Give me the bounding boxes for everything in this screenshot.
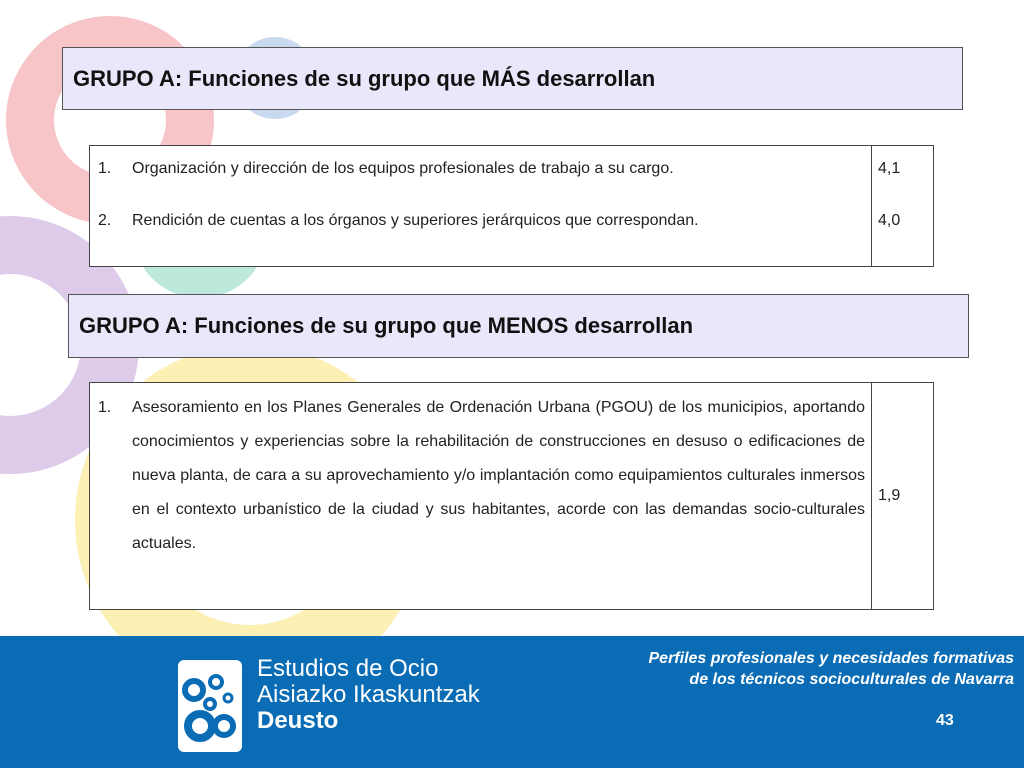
report-title xyxy=(649,648,1015,690)
item-text: Organización y dirección de los equipos profesionales de trabajo a su cargo. xyxy=(132,160,674,177)
item-text: Rendición de cuentas a los órganos y superiores jerárquicos que correspondan. xyxy=(132,212,699,229)
organization-name xyxy=(257,656,480,734)
most-developed-table xyxy=(89,145,934,267)
item-number: 1. xyxy=(98,160,112,177)
report-title-line-1: Perfiles profesionales y necesidades formativas xyxy=(648,650,1014,667)
functions-cell xyxy=(90,146,872,267)
least-developed-table xyxy=(89,382,934,610)
report-title-line-2: de los técnicos socioculturales de Navarra xyxy=(689,671,1014,688)
least-developed-title: GRUPO A: Funciones de su grupo que MENOS desarrollan xyxy=(68,294,969,358)
org-line-2: Aisiazko Ikaskuntzak xyxy=(257,681,480,708)
org-line-1: Estudios de Ocio xyxy=(257,655,439,682)
item-score: 1,9 xyxy=(878,487,901,504)
item-number: 1. xyxy=(98,399,112,416)
list-item xyxy=(98,206,865,258)
list-item xyxy=(98,391,865,561)
functions-cell xyxy=(90,383,872,610)
scores-cell xyxy=(872,383,934,610)
scores-cell xyxy=(872,146,934,267)
item-number: 2. xyxy=(98,212,112,229)
list-item xyxy=(98,154,865,206)
item-text: Asesoramiento en los Planes Generales de Ordenación Urbana (PGOU) de los municipios, aportando conocimientos y experiencias sobre la rehabilitación de construcciones en desuso o edificaciones de nueva planta, de cara a su aprovechamiento y/o implantación como equipamientos culturales inmersos en el contexto urbanístico de la ciudad y sus habitantes, acorde con las demandas socio-culturales actuales. xyxy=(132,399,865,552)
org-line-3: Deusto xyxy=(257,707,339,734)
item-score: 4,0 xyxy=(878,212,901,229)
most-developed-title: GRUPO A: Funciones de su grupo que MÁS desarrollan xyxy=(62,47,963,110)
footer-bar xyxy=(0,636,1024,768)
page-number: 43 xyxy=(936,712,954,729)
deusto-logo-icon xyxy=(178,660,242,752)
item-score: 4,1 xyxy=(878,160,901,177)
